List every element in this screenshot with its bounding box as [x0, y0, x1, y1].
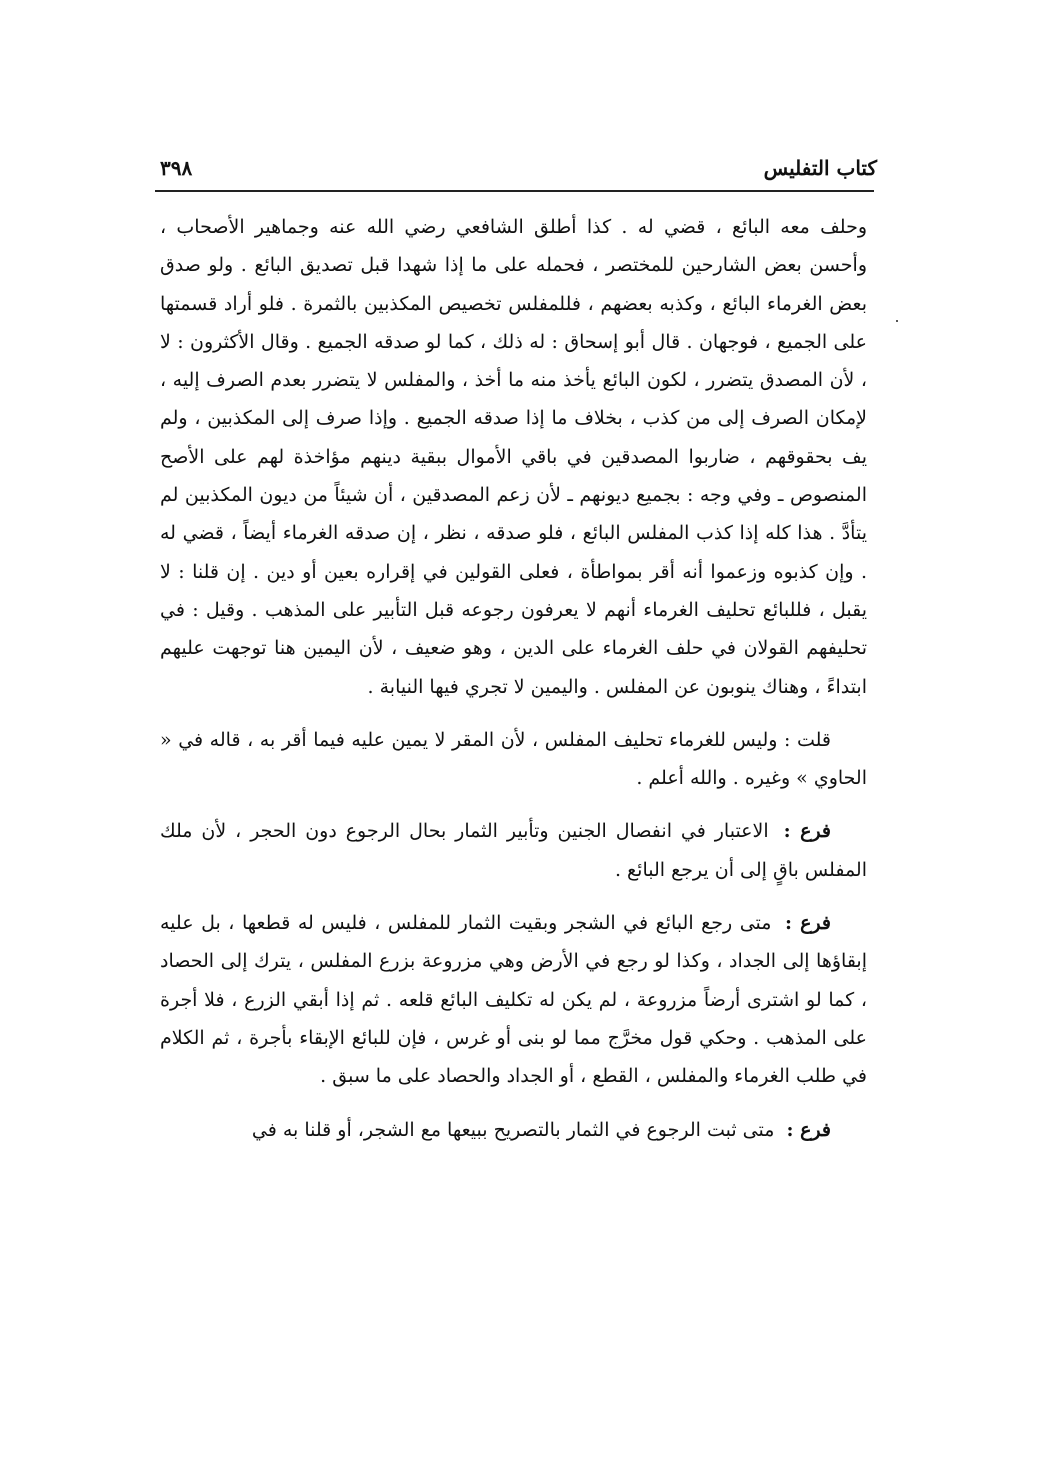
paragraph-text: قلت : وليس للغرماء تحليف المفلس ، لأن المقر لا يمين عليه فيما أقر به ، قاله في « الحاوي » وغيره . والله أعلم .	[160, 728, 867, 790]
page-number: ٣٩٨	[160, 156, 193, 180]
paragraph-branch	[160, 1111, 867, 1149]
paragraph-branch	[160, 812, 867, 889]
paragraph-branch	[160, 904, 867, 1095]
paragraph-note	[160, 721, 867, 798]
paragraph-text: متى رجع البائع في الشجر وبقيت الثمار للمفلس ، فليس له قطعها ، بل عليه إبقاؤها إلى الجداد ، وكذا لو رجع في الأرض وهي مزروعة بزرع المفلس ، يترك إلى الحصاد ، كما لو اشترى أرضاً مزروعة ، لم يكن له تكليف البائع قلعه . ثم إذا أبقي الزرع ، فلا أجرة على المذهب . وحكي قول مخرَّج مما لو بنى أو غرس ، فإن للبائع الإبقاء بأجرة ، ثم الكلام في طلب الغرماء والمفلس ، القطع ، أو الجداد والحصاد على ما سبق .	[160, 912, 867, 1088]
branch-heading: فرع :	[783, 820, 831, 843]
paragraph-text: الاعتبار في انفصال الجنين وتأبير الثمار بحال الرجوع دون الحجر ، لأن ملك المفلس باقٍ إلى أن يرجع البائع .	[160, 820, 867, 881]
paragraph-continued	[160, 208, 867, 706]
header-rule	[155, 190, 874, 192]
paragraph-text: وحلف معه البائع ، قضي له . كذا أطلق الشافعي رضي الله عنه وجماهير الأصحاب ، وأحسن بعض الشارحين للمختصر ، فحمله على ما إذا شهدا قبل تصديق البائع . ولو صدق بعض الغرماء البائع ، وكذبه بعضهم ، فللمفلس تخصيص المكذبين بالثمرة . فلو أراد قسمتها على الجميع ، فوجهان . قال أبو إسحاق : له ذلك ، كما لو صدقه الجميع . وقال الأكثرون : لا ، لأن المصدق يتضرر ، لكون البائع يأخذ منه ما أخذ ، والمفلس لا يتضرر بعدم الصرف إليه ، لإمكان الصرف إلى من كذب ، بخلاف ما إذا صدقه الجميع . وإذا صرف إلى المكذبين ، ولم يف بحقوقهم ، ضاربوا المصدقين في باقي الأموال ببقية دينهم مؤاخذة لهم على الأصح المنصوص ـ وفي وجه : بجميع ديونهم ـ لأن زعم المصدقين ، أن شيئاً من ديون المكذبين لم يتأدَّ . هذا كله إذا كذب المفلس البائع ، فلو صدقه ، نظر ، إن صدقه الغرماء أيضاً ، قضي له . وإن كذبوه وزعموا أنه أقر بمواطأة ، فعلى القولين في إقراره بعين أو دين . إن قلنا : لا يقبل ، فللبائع تحليف الغرماء أنهم لا يعرفون رجوعه قبل التأبير على المذهب . وقيل : في تحليفهم القولان في حلف الغرماء على الدين ، وهو ضعيف ، لأن اليمين هنا توجهت عليهم ابتداءً ، وهناك ينوبون عن المفلس . واليمين لا تجري فيها النيابة .	[160, 216, 867, 698]
margin-speck	[896, 320, 898, 322]
branch-heading: فرع :	[786, 1118, 831, 1141]
branch-heading: فرع :	[784, 912, 831, 935]
running-header	[160, 150, 877, 186]
paragraph-text: متى ثبت الرجوع في الثمار بالتصريح ببيعها مع الشجر، أو قلنا به في	[251, 1118, 775, 1141]
book-title: كتاب التفليس	[763, 156, 877, 180]
page-body	[160, 208, 867, 1149]
